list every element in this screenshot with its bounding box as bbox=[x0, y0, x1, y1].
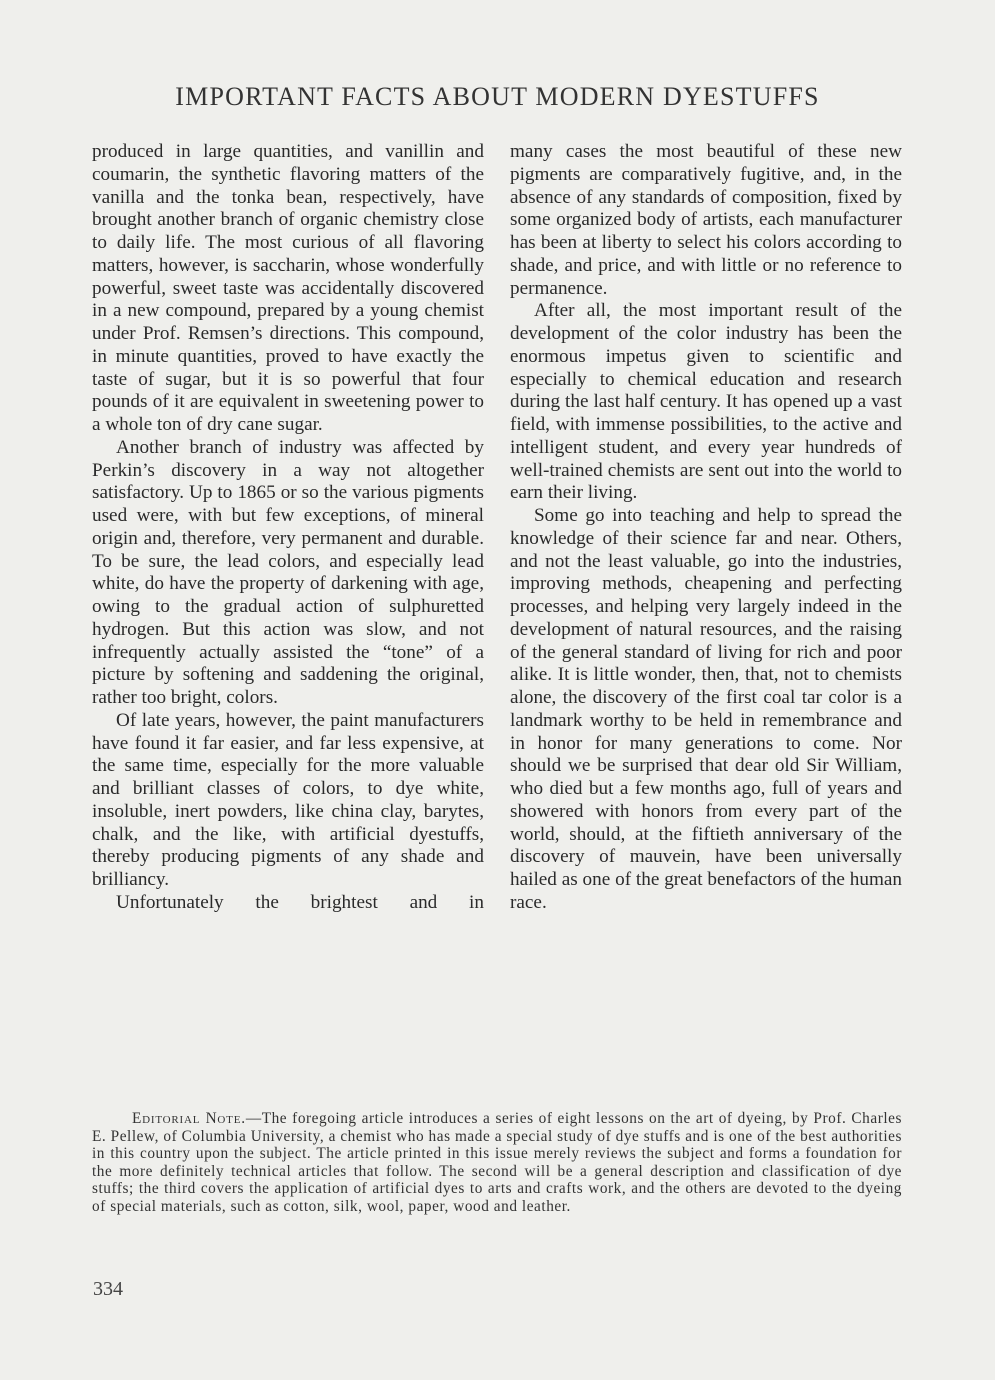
paragraph: Unfortunately the brightest and in bbox=[116, 891, 484, 913]
paragraph: Some go into teaching and help to spread the knowledge of their science far and near. Others, and not the least valuable, go into the industries, improving methods, cheapening and perfecting processes, and helping very largely indeed in the development of natural resources, and the raising of the general standard of living for rich and poor alike. It is little wonder, then, that, not to chemists alone, the discovery of the first coal tar color is a landmark worthy to be held in remembrance and in honor for many generations to come. Nor should we be surprised that dear old Sir William, who died but a few months ago, full of years and showered with honors from every part of the world, should, at the fiftieth anniversary of the discovery of mauvein, have been universally hailed as one of the great benefactors of the human race. bbox=[510, 505, 902, 913]
page-number: 334 bbox=[93, 1278, 123, 1300]
paragraph: After all, the most important result of the development of the color industry has been the enormous impetus given to scientific and especially to chemical education and research during the last half century. It has opened up a vast field, with immense possibilities, to the active and intelligent student, and every year hundreds of well-trained chemists are sent out into the world to earn their living. bbox=[510, 300, 902, 504]
editorial-note-paragraph bbox=[92, 1110, 902, 1216]
paragraph: many cases the most beautiful of these new pigments are comparatively fugitive, and, in the absence of any standards of composition, fixed by some organized body of artists, each manufacturer has been at liberty to select his colors according to shade, and price, and with little or no reference to permanence. bbox=[510, 141, 902, 299]
editorial-note-text: —The foregoing article introduces a series of eight lessons on the art of dyeing, by Prof. Charles E. Pellew, of Columbia University, a chemist who has made a special study of dye stuffs and is one of the best authorities in this country upon the subject. The article printed in this issue merely reviews the subject and forms a foundation for the more definitely technical articles that follow. The second will be a general description and classification of dye stuffs; the third covers the application of artificial dyes to arts and crafts work, and the others are devoted to the dyeing of special materials, such as cotton, silk, wool, paper, wood and leather. bbox=[92, 1110, 902, 1215]
editorial-note-label: Editorial Note. bbox=[132, 1110, 246, 1127]
editorial-note bbox=[92, 1110, 902, 1216]
right-column bbox=[510, 141, 902, 915]
paragraph: Another branch of industry was affected by Perkin’s discovery in a way not altogether satisfactory. Up to 1865 or so the various pigments used were, with but few exceptions, of mineral origin and, therefore, very permanent and durable. To be sure, the lead colors, and especially lead white, do have the property of darkening with age, owing to the gradual action of sulphuretted hydrogen. But this action was slow, and not infrequently actually assisted the “tone” of a picture by softening and saddening the original, rather too bright, colors. bbox=[92, 436, 484, 708]
paragraph: Of late years, however, the paint manufacturers have found it far easier, and far less expensive, at the same time, especially for the more valuable and brilliant classes of colors, to dye white, insoluble, inert powders, like china clay, barytes, chalk, and the like, with artificial dyestuffs, thereby producing pigments of any shade and brilliancy. bbox=[92, 709, 484, 890]
left-column bbox=[92, 141, 484, 915]
running-head-title: IMPORTANT FACTS ABOUT MODERN DYESTUFFS bbox=[175, 82, 820, 111]
paragraph: produced in large quantities, and vanillin and coumarin, the synthetic flavoring matters of the vanilla and the tonka bean, respectively, have brought another branch of organic chemistry close to daily life. The most curious of all flavoring matters, however, is saccharin, whose wonderfully powerful, sweet taste was accidentally discovered in a new compound, prepared by a young chemist under Prof. Remsen’s directions. This compound, in minute quantities, proved to have exactly the taste of sugar, but it is so powerful that four pounds of it are equivalent in sweetening power to a whole ton of dry cane sugar. bbox=[92, 141, 484, 435]
